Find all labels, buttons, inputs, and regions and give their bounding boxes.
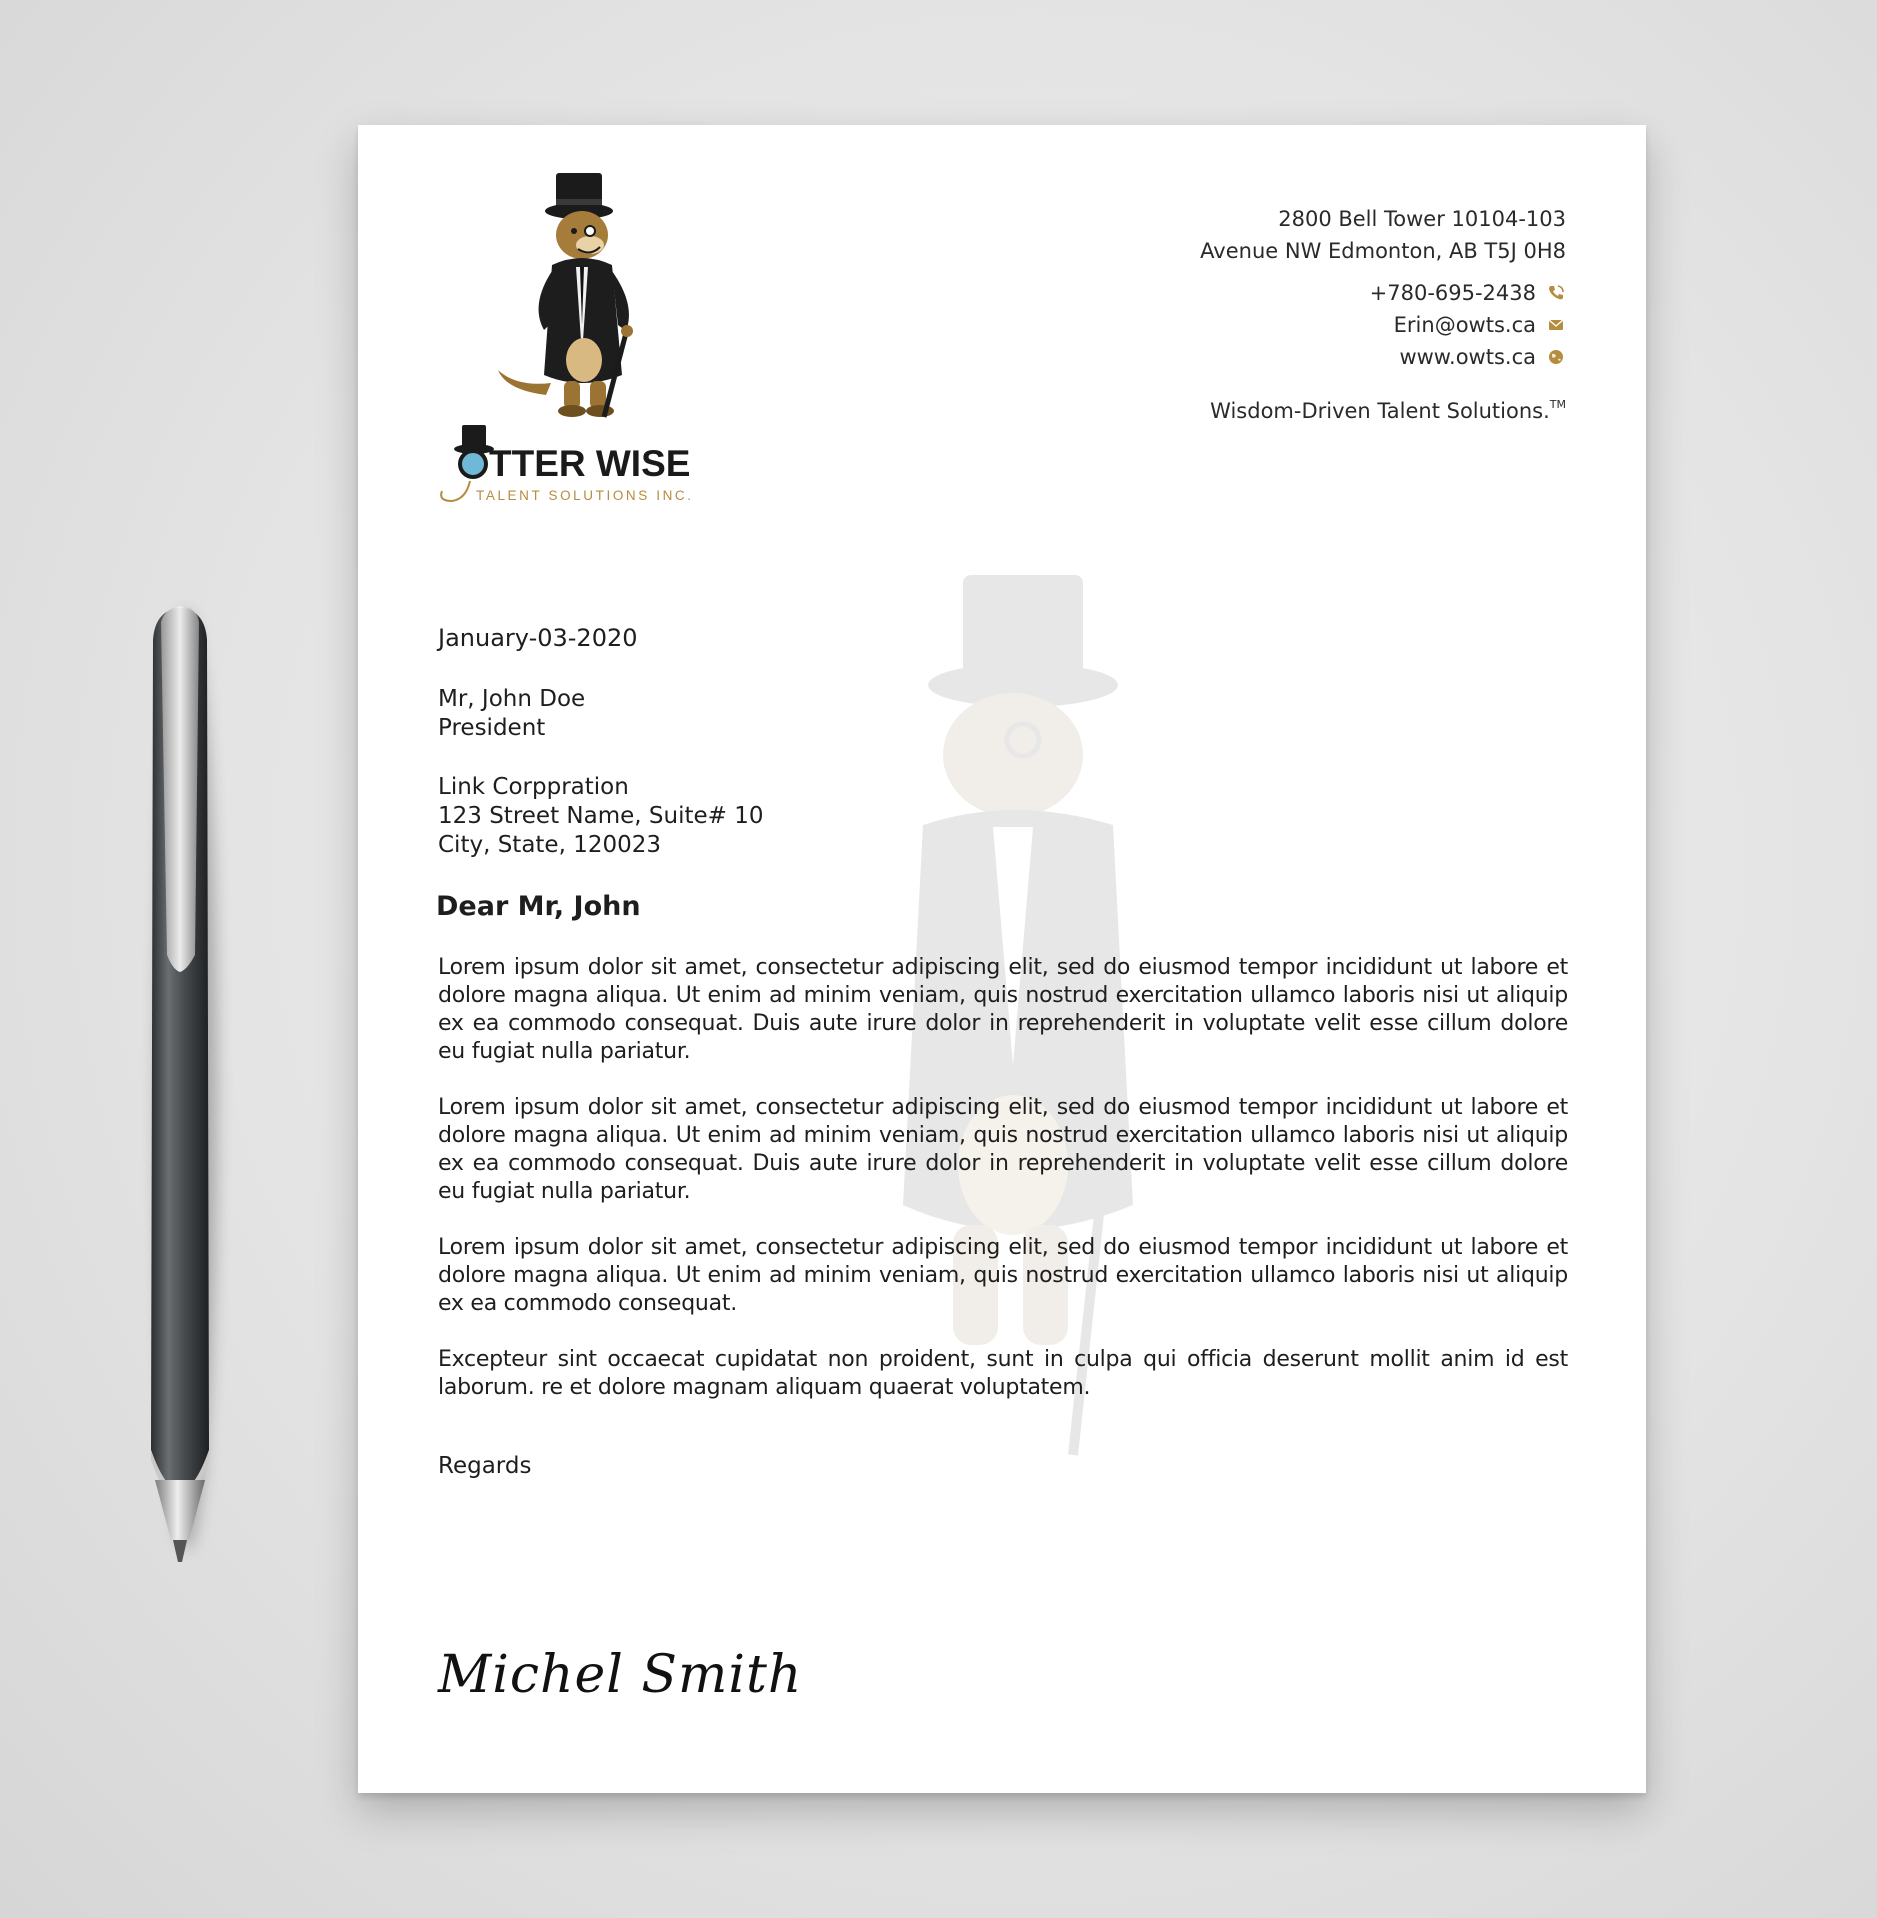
website-row bbox=[1200, 341, 1566, 373]
company-address-block bbox=[438, 773, 1568, 860]
recipient-name: Mr, John Doe bbox=[438, 686, 586, 712]
otter-mascot-icon bbox=[486, 155, 666, 435]
trademark-mark: TM bbox=[1549, 398, 1566, 411]
monocle-o-icon bbox=[458, 449, 488, 479]
slogan-text: Wisdom-Driven Talent Solutions. bbox=[1210, 399, 1550, 423]
email-address[interactable]: Erin@owts.ca bbox=[1393, 313, 1536, 337]
logo-tagline: TALENT SOLUTIONS INC. bbox=[476, 488, 694, 503]
phone-row bbox=[1200, 277, 1566, 309]
body-paragraph-1: Lorem ipsum dolor sit amet, consectetur adipiscing elit, sed do eiusmod tempor incididunt ut labore et dolore magna aliqua. Ut enim ad minim veniam, quis nostrud exercitation ullamco laboris nisi ut aliquip ex ea commodo consequat. Duis aute irure dolor in reprehenderit in voluptate velit esse cillum dolore eu fugiat nulla pariatur. bbox=[438, 955, 1568, 1064]
globe-icon bbox=[1546, 347, 1566, 367]
closing: Regards bbox=[438, 1453, 532, 1479]
company-street: 123 Street Name, Suite# 10 bbox=[438, 803, 764, 829]
company-slogan bbox=[1200, 389, 1566, 427]
recipient-block bbox=[438, 685, 1568, 743]
email-row bbox=[1200, 309, 1566, 341]
body-paragraph-4: Excepteur sint occaecat cupidatat non proident, sunt in culpa qui officia deserunt mollit anim id est laborum. re et dolore magnam aliquam quaerat voluptatem. bbox=[438, 1347, 1568, 1400]
signature: Michel Smith bbox=[438, 1645, 803, 1705]
logo-wordmark-text: TTER WISE bbox=[489, 443, 691, 484]
company-logo bbox=[436, 155, 711, 505]
salutation: Dear Mr, John bbox=[436, 891, 641, 922]
company-city: City, State, 120023 bbox=[438, 832, 662, 858]
letterhead-paper bbox=[358, 125, 1646, 1793]
envelope-icon bbox=[1546, 315, 1566, 335]
address-line-1: 2800 Bell Tower 10104-103 bbox=[1278, 207, 1566, 231]
letter-date: January-03-2020 bbox=[438, 624, 638, 652]
pen-illustration bbox=[125, 600, 235, 1575]
phone-icon bbox=[1546, 283, 1566, 303]
phone-number[interactable]: +780-695-2438 bbox=[1369, 281, 1536, 305]
recipient-title: President bbox=[438, 715, 546, 741]
body-paragraph-3: Lorem ipsum dolor sit amet, consectetur adipiscing elit, sed do eiusmod tempor incididunt ut labore et dolore magna aliqua. Ut enim ad minim veniam, quis nostrud exercitation ullamco laboris nisi ut aliquip ex ea commodo consequat. bbox=[438, 1235, 1568, 1316]
logo-wordmark bbox=[458, 443, 690, 485]
company-name: Link Corppration bbox=[438, 774, 629, 800]
address bbox=[1200, 203, 1566, 267]
body-paragraph-2: Lorem ipsum dolor sit amet, consectetur adipiscing elit, sed do eiusmod tempor incididunt ut labore et dolore magna aliqua. Ut enim ad minim veniam, quis nostrud exercitation ullamco laboris nisi ut aliquip ex ea commodo consequat. Duis aute irure dolor in reprehenderit in voluptate velit esse cillum dolore eu fugiat nulla pariatur. bbox=[438, 1095, 1568, 1204]
address-line-2: Avenue NW Edmonton, AB T5J 0H8 bbox=[1200, 239, 1566, 263]
letter-body bbox=[438, 623, 1568, 1481]
website-url[interactable]: www.owts.ca bbox=[1399, 345, 1536, 369]
contact-block bbox=[1200, 203, 1566, 427]
